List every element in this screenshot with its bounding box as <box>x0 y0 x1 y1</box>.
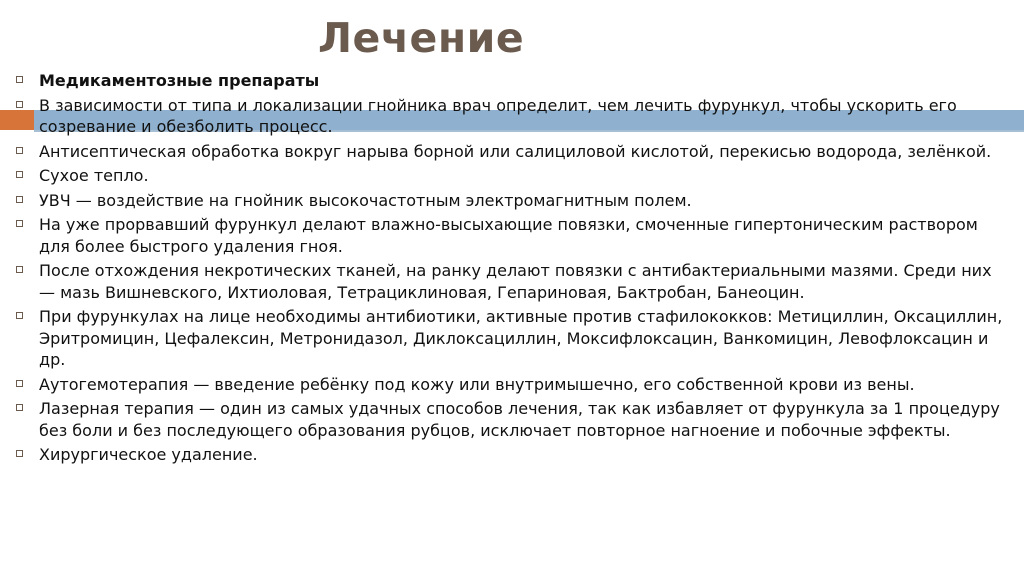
list-item-text: После отхождения некротических тканей, на ранку делают повязки с антибактериальными мазями. Среди них — мазь Вишневского, Ихтиоловая, Тетрациклиновая, Гепариновая, Бактробан, Банеоцин. <box>39 261 992 302</box>
square-bullet-icon <box>16 196 23 203</box>
square-bullet-icon <box>16 147 23 154</box>
square-bullet-icon <box>16 220 23 227</box>
list-item-text: В зависимости от типа и локализации гнойника врач определит, чем лечить фурункул, чтобы ускорить его созревание и обезболить процесс. <box>39 95 957 136</box>
list-item-text: При фурункулах на лице необходимы антибиотики, активные против стафилококков: Метициллин, Оксациллин, Эритромицин, Цефалексин, Метронидазол, Диклоксациллин, Моксифлоксацин, Ванкомицин, Левофлоксацин и др. <box>39 307 1003 369</box>
list-item <box>14 444 1010 466</box>
square-bullet-icon <box>16 312 23 319</box>
square-bullet-icon <box>16 76 23 83</box>
list-item <box>14 306 1010 371</box>
list-item-text: Хирургическое удаление. <box>39 445 258 464</box>
square-bullet-icon <box>16 171 23 178</box>
list-item-text: Аутогемотерапия — введение ребёнку под кожу или внутримышечно, его собственной крови из вены. <box>39 374 915 394</box>
list-item <box>14 70 1010 92</box>
list-item-text: Медикаментозные препараты <box>39 71 320 90</box>
list-item <box>14 374 1010 396</box>
list-item-text: На уже прорвавший фурункул делают влажно-высыхающие повязки, смоченные гипертоническим раствором для более быстрого удаления гноя. <box>39 215 978 256</box>
list-item <box>14 190 1010 212</box>
list-item <box>14 141 1010 163</box>
list-item <box>14 214 1010 257</box>
square-bullet-icon <box>16 101 23 108</box>
list-item-text: Лазерная терапия — один из самых удачных способов лечения, так как избавляет от фурункула за 1 процедуру без боли и без последующего образования рубцов, исключает повторное нагноение и побочные эффекты. <box>39 399 1000 440</box>
square-bullet-icon <box>16 404 23 411</box>
list-item <box>14 260 1010 303</box>
list-item <box>14 95 1010 138</box>
list-item <box>14 398 1010 441</box>
square-bullet-icon <box>16 266 23 273</box>
square-bullet-icon <box>16 450 23 457</box>
list-item-text: Антисептическая обработка вокруг нарыва борной или салициловой кислотой, перекисью водорода, зелёнкой. <box>39 141 992 161</box>
list-item-text: Сухое тепло. <box>39 166 149 185</box>
list-item <box>14 165 1010 187</box>
bullet-list <box>14 70 1010 469</box>
square-bullet-icon <box>16 380 23 387</box>
list-item-text: УВЧ — воздействие на гнойник высокочастотным электромагнитным полем. <box>39 190 692 210</box>
slide-title: Лечение <box>318 14 525 62</box>
